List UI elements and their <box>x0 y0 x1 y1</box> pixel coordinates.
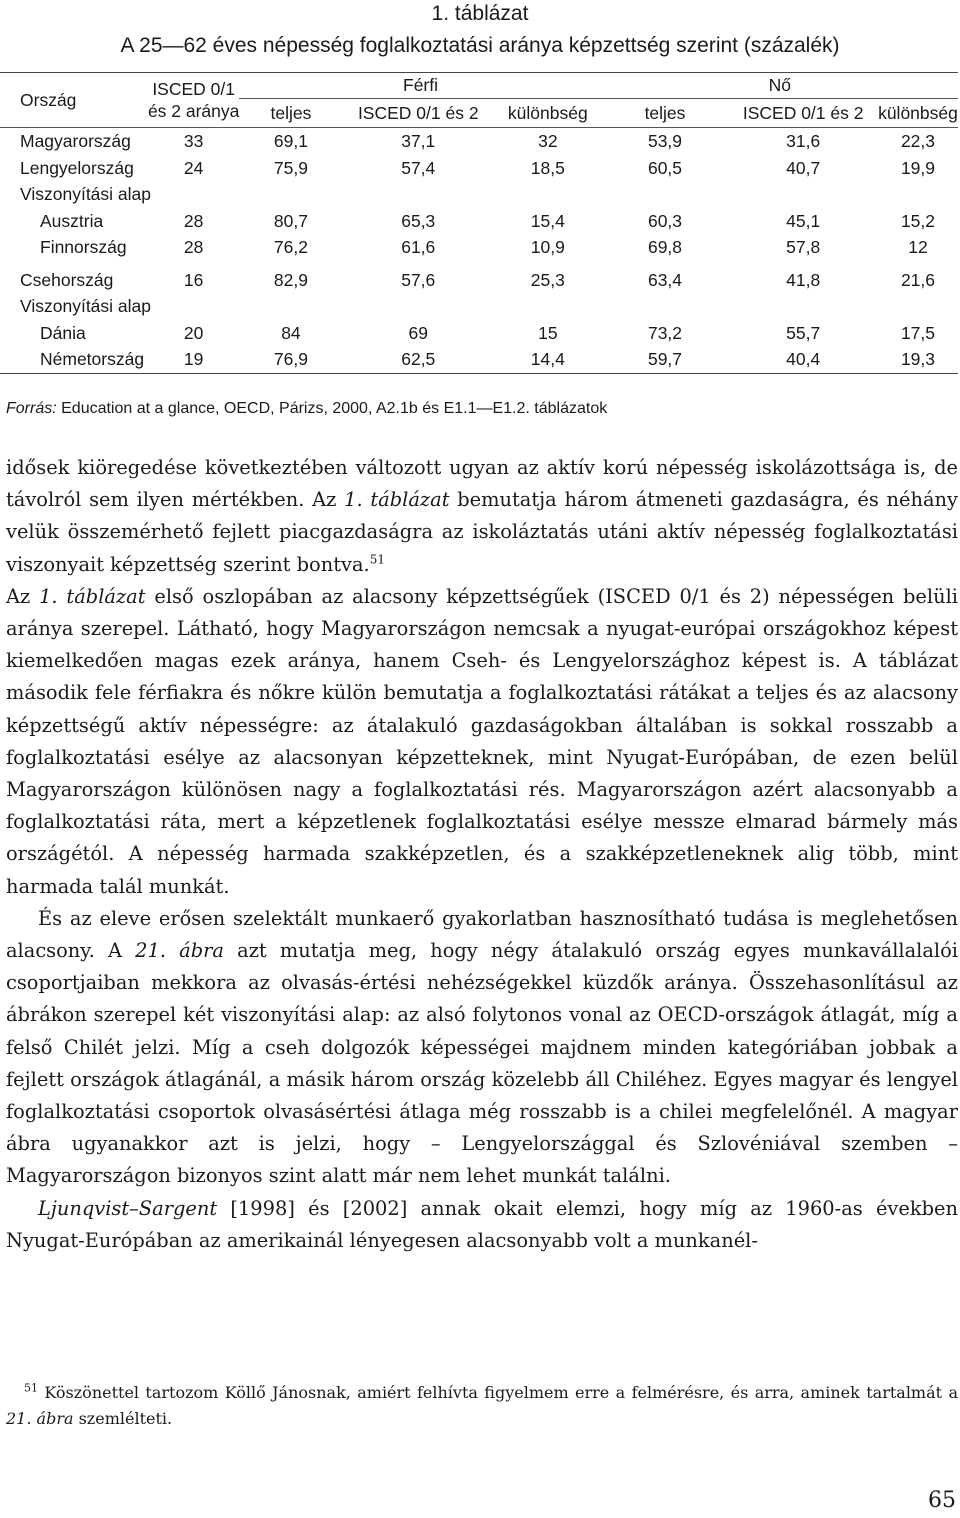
table-title: A 25—62 éves népesség foglalkoztatási aránya képzettség szerint (százalék) <box>120 34 840 57</box>
table-row: Dánia 20 84 69 15 73,2 55,7 17,5 <box>40 322 935 343</box>
paragraph: Ljunqvist–Sargent [1998] és [2002] annak okait elemzi, hogy míg az 1960-as években Nyugat-Európában az amerikainál lényegesen alacsonyabb volt a munkanél- <box>6 1196 958 1252</box>
header-male-isced: ISCED 0/1 és 2 <box>357 103 479 123</box>
footnote: $^{51}$ Köszönettel tartozom Köllő Jánosnak, amiért felhívta figyelmem erre a felmérésre, és arra, aminek tartalmát a 21. ábra szemlélteti. <box>6 1381 958 1428</box>
table-reference: 1. táblázat <box>39 584 146 608</box>
footnote-marker: 51 <box>369 552 385 567</box>
table-row: Lengyelország 24 75,9 57,4 18,5 60,5 40,7 19,9 <box>20 157 935 178</box>
table-source: Forrás: Education at a glance, OECD, Párizs, 2000, A2.1b és E1.1—E1.2. táblázatok <box>6 400 608 417</box>
author-reference: Ljunqvist–Sargent <box>38 1196 218 1220</box>
header-female-total: teljes <box>644 103 686 123</box>
table-row: Finnország 28 76,2 61,6 10,9 69,8 57,8 12 <box>40 237 928 257</box>
table-row: Magyarország 33 69,1 37,1 32 53,9 31,6 22,3 <box>0 128 958 155</box>
figure-reference: 21. ábra <box>135 939 224 963</box>
page-number: 65 <box>928 1488 956 1513</box>
body-text <box>6 452 958 1257</box>
table-row: Ausztria 28 80,7 65,3 15,4 60,3 45,1 15,2 <box>40 210 935 231</box>
table-row-group-label: Viszonyítási alap <box>20 184 152 204</box>
header-female-diff: különbség <box>878 103 958 123</box>
employment-table <box>0 72 958 374</box>
paragraph: És az eleve erősen szelektált munkaerő gyakorlatban hasznosítható tudása is meglehetősen alacsony. A 21. ábra azt mutatja meg, hogy négy átalakuló ország egyes munkavállalalói csoportjaiban mekkora az olvasás-értési nehézségekkel küzdők aránya. Összehasonlításul az ábrákon szerepel két viszonyítási alap: az alsó folytonos vonal az OECD-országok átlagát, míg a felső Chilét jelzi. Míg a cseh dolgozók képességei majdnem minden kategóriában jobbak a fejlett országok átlagánál, a másik három ország közelebb áll Chiléhez. Egyes magyar és lengyel foglalkoztatási csoportok olvasásértési átlaga még rosszabb is a chilei megfelelőnél. A magyar ábra ugyanakkor azt is jelzi, hogy – Lengyelországgal és Szlovéniával szemben – Magyarországon bizonyos szint alatt már nem lehet munkát találni. <box>6 906 959 1188</box>
paragraph: idősek kiöregedése következtében változott ugyan az aktív korú népesség iskolázottsága is, de távolról sem ilyen mértékben. Az 1. táblázat bemutatja három átmeneti gazdaságra, és néhány velük összemérhető fejlett piacgazdaságra az iskoláztatás utáni aktív népesség foglalkoztatási viszonyait képzettség szerint bontva.$^{51}$ <box>6 456 959 576</box>
header-male-diff: különbség <box>507 103 588 123</box>
table-row-group-label: Viszonyítási alap <box>20 296 152 316</box>
table-row: Németország 19 76,9 62,5 14,4 59,7 40,4 19,3 <box>0 346 958 373</box>
header-isced-share: ISCED 0/1 és 2 aránya <box>147 79 240 121</box>
paragraph: Az 1. táblázat első oszlopában az alacsony képzettségűek (ISCED 0/1 és 2) népességen belüli aránya szerepel. Látható, hogy Magyarországon nemcsak a nyugat-európai országokhoz képest kiemelkedően magas ezek aránya, hanem Cseh- és Lengyelországhoz képest is. A táblázat második fele férfiakra és nőkre külön bemutatja a foglalkoztatási rátákat a teljes és az alacsony képzettségű aktív népességre: az átalakuló gazdaságokban általában is sokkal rosszabb a foglalkoztatási esélye az alacsonyan képzetteknek, mint Nyugat-Európában, de ezen belül Magyarországon különösen nagy a foglalkoztatási rés. Magyarországon azért alacsonyabb a foglalkoztatási ráta, mert a képzetlenek foglalkoztatási esélye messze elmarad bármely más országétól. A népesség harmada szakképzetlen, és a szakképzetleneknek alig több, mint harmada talál munkát. <box>6 584 958 898</box>
header-female-isced: ISCED 0/1 és 2 <box>742 103 864 123</box>
header-country: Ország <box>20 89 77 110</box>
header-male: Férfi <box>239 73 601 99</box>
header-male-total: teljes <box>270 103 312 123</box>
footnote-number: 51 <box>24 1381 38 1395</box>
table-number: 1. táblázat <box>431 2 529 25</box>
header-female: Nő <box>602 73 958 99</box>
table-reference: 1. táblázat <box>344 488 450 512</box>
table-row: Csehország 16 82,9 57,6 25,3 63,4 41,8 21,6 <box>20 269 935 290</box>
